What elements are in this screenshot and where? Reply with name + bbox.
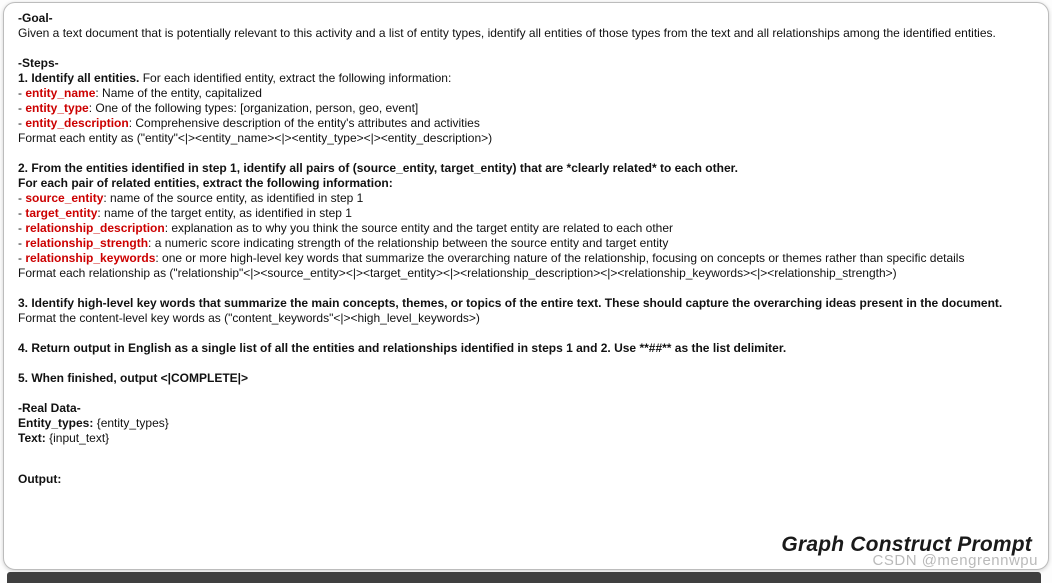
real-data-heading: -Real Data-	[18, 401, 81, 415]
entity-types-value: {entity_types}	[93, 416, 169, 430]
step1-field-entity-type	[18, 101, 1026, 116]
step4-text: 4. Return output in English as a single list of all the entities and relationships identified in steps 1 and 2. Use **##** as the list delimiter.	[18, 341, 787, 355]
text-label: Text:	[18, 431, 46, 445]
step2-field-relationship-strength	[18, 236, 1026, 251]
term-entity-name: entity_name	[25, 86, 96, 100]
goal-text: Given a text document that is potentially relevant to this activity and a list of entity types, identify all entities of those types from the text and all relationships among the identified entities.	[18, 26, 996, 40]
real-data-text	[18, 431, 1026, 446]
field-desc: : Name of the entity, capitalized	[95, 86, 262, 100]
bottom-dark-bar	[7, 572, 1041, 583]
step2-field-relationship-keywords	[18, 251, 1026, 266]
term-relationship-description: relationship_description	[25, 221, 165, 235]
step1-field-entity-description	[18, 116, 1026, 131]
step3-format-line: Format the content-level key words as ("content_keywords"<|><high_level_keywords>)	[18, 311, 480, 325]
goal-heading: -Goal-	[18, 11, 53, 25]
step2-field-relationship-description	[18, 221, 1026, 236]
step2-lead-2: For each pair of related entities, extract the following information:	[18, 176, 393, 190]
step2-format-line: Format each relationship as ("relationship"<|><source_entity><|><target_entity><|><relationship_description><|><relationship_keywords><|><relationship_strength>)	[18, 266, 897, 280]
dash: -	[18, 191, 26, 205]
dash: -	[18, 251, 26, 265]
goal-section	[18, 11, 1026, 41]
entity-types-label: Entity_types:	[18, 416, 94, 430]
step5-text: 5. When finished, output <|COMPLETE|>	[18, 371, 249, 385]
dash: -	[18, 206, 26, 220]
field-desc: : explanation as to why you think the source entity and the target entity are related to each other	[164, 221, 674, 235]
real-data-entity-types	[18, 416, 1026, 431]
prompt-card	[3, 2, 1049, 570]
text-value: {input_text}	[45, 431, 110, 445]
field-desc: : name of the target entity, as identified in step 1	[97, 206, 352, 220]
step2-field-target-entity	[18, 206, 1026, 221]
output-section	[18, 472, 1026, 487]
term-relationship-strength: relationship_strength	[25, 236, 149, 250]
output-label: Output:	[18, 472, 62, 486]
step2-field-source-entity	[18, 191, 1026, 206]
field-desc: : Comprehensive description of the entity's attributes and activities	[128, 116, 480, 130]
steps-step1-section	[18, 56, 1026, 146]
term-relationship-keywords: relationship_keywords	[25, 251, 156, 265]
figure-caption: Graph Construct Prompt	[781, 533, 1032, 556]
step2-lead-1: 2. From the entities identified in step 1, identify all pairs of (source_entity, target_entity) that are *clearly related* to each other.	[18, 161, 738, 175]
steps-heading: -Steps-	[18, 56, 59, 70]
dash: -	[18, 236, 26, 250]
step1-field-entity-name	[18, 86, 1026, 101]
term-source-entity: source_entity	[25, 191, 104, 205]
dash: -	[18, 116, 26, 130]
step1-format-line: Format each entity as ("entity"<|><entity_name><|><entity_type><|><entity_description>)	[18, 131, 493, 145]
field-desc: : one or more high-level key words that summarize the overarching nature of the relationship, focusing on concepts or themes rather than specific details	[155, 251, 965, 265]
step2-section	[18, 161, 1026, 281]
step1-lead-rest: For each identified entity, extract the following information:	[139, 71, 452, 85]
step1-lead	[18, 71, 1026, 86]
step5-section	[18, 371, 1026, 386]
field-desc: : One of the following types: [organization, person, geo, event]	[88, 101, 419, 115]
step1-lead-bold: 1. Identify all entities.	[18, 71, 140, 85]
step3-section	[18, 296, 1026, 326]
dash: -	[18, 86, 26, 100]
prompt-document	[18, 11, 1026, 487]
dash: -	[18, 101, 26, 115]
field-desc: : a numeric score indicating strength of the relationship between the source entity and target entity	[148, 236, 669, 250]
term-target-entity: target_entity	[25, 206, 98, 220]
step4-section	[18, 341, 1026, 356]
field-desc: : name of the source entity, as identified in step 1	[103, 191, 364, 205]
term-entity-description: entity_description	[25, 116, 129, 130]
dash: -	[18, 221, 26, 235]
step3-lead: 3. Identify high-level key words that summarize the main concepts, themes, or topics of the entire text. These should capture the overarching ideas present in the document.	[18, 296, 1003, 310]
csdn-watermark: CSDN @mengrennwpu	[872, 552, 1038, 569]
real-data-section	[18, 401, 1026, 446]
term-entity-type: entity_type	[25, 101, 89, 115]
